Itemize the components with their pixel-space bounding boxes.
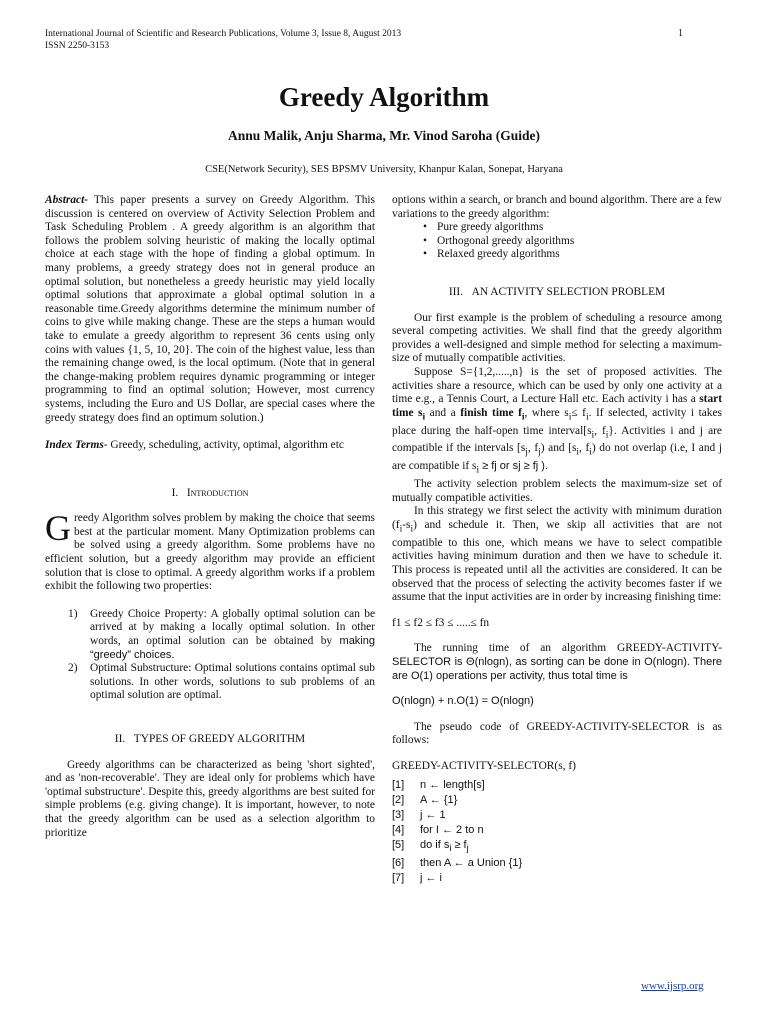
affiliation: CSE(Network Security), SES BPSMV University, Khanpur Kalan, Sonepat, Haryana bbox=[205, 164, 563, 175]
left-column bbox=[45, 194, 375, 840]
section-2-heading bbox=[45, 733, 375, 747]
finish-time-sequence: f1 ≤ f2 ≤ f3 ≤ .....≤ fn bbox=[392, 616, 490, 629]
section-3-para-2: Suppose S={1,2,.....,n} is the set of proposed activities. The activities share a resource, which can be used by only one activity at a time e.g., a Tennis Court, a Lecture Hall etc. Each activity i has a start time $s_i$ and a finish time $f_i$, where $s_i\le f_i$. If selected, activity i takes place during the half-open time $interval[s_i$, $f_i$}. Activities i and j are compatible if the intervals [$s_j$, $f_j$) and [$s_i$, $f_i$) do not overlap (i.e, I and j are compatible if $s_i$ ≥ fj or sj ≥ fj ). bbox=[392, 365, 722, 476]
section-1-intro bbox=[45, 508, 375, 594]
variation-list bbox=[392, 221, 722, 262]
item-number: 2) bbox=[68, 662, 78, 675]
journal-url-link[interactable]: www.ijsrp.org bbox=[641, 980, 704, 992]
list-item bbox=[45, 662, 375, 703]
code-line: [1] n ← length[s] bbox=[392, 778, 485, 791]
section-2-number: II. bbox=[114, 733, 126, 745]
list-item: • Relaxed greedy algorithms bbox=[437, 248, 722, 262]
property-list bbox=[45, 608, 375, 703]
issn: ISSN 2250-3153 bbox=[45, 41, 110, 51]
index-terms-label: Index Terms bbox=[45, 439, 104, 452]
paper-title: Greedy Algorithm bbox=[278, 82, 490, 112]
section-2-text: Greedy algorithms can be characterized as being 'short sighted', and as 'non-recoverable'. They are ideal only for problems which have 'optimal substructure'. Despite this, greedy algorithms are best suited for simple problems (e.g. giving change). It is important, however, to note that the greedy algorithm can be used as a selection algorithm to prioritize bbox=[45, 758, 375, 839]
index-terms bbox=[45, 439, 375, 453]
section-3-para-6: The pseudo code of GREEDY-ACTIVITY-SELECTOR is as follows: bbox=[392, 720, 722, 747]
abstract-text: This paper presents a survey on Greedy Algorithm. This discussion is centered on overview of Activity Selection Problem and Task Scheduling Problem . A greedy algorithm is an algorithm that follows the problem solving heuristic of making the locally optimal choice at each stage with the hope of finding a global optimum. In many problems, a greedy strategy does not in general produce an optimal solution, but nonetheless a greedy heuristic may yield locally optimal solutions that approximate a global optimal solution in a reasonable time.Greedy algorithms determine the minimum number of coins to give while making change. These are the steps a human would take to emulate a greedy algorithm to represent 36 cents using only coins with values {1, 5, 10, 20}. The coin of the highest value, less than the remaining change owed, is the local optimum. (Note that in general the change-making problem requires dynamic programming or integer programming to find an optimal solution; However, most currency systems, including the Euro and US Dollar, are special cases where the greedy strategy does find an optimum solution.) bbox=[45, 194, 375, 424]
item-text: Optimal Substructure: Optimal solutions contains optimal sub solutions. In other words, solutions to sub problems of an optimal solution are optimal. bbox=[90, 662, 375, 702]
abstract-label: Abstract- bbox=[45, 194, 89, 206]
section-1-heading bbox=[45, 487, 375, 501]
section-3-number: III. bbox=[448, 285, 464, 298]
index-terms-text: - Greedy, scheduling, activity, optimal, algorithm etc bbox=[103, 439, 344, 452]
drop-cap: G bbox=[45, 508, 71, 549]
item-number: 1) bbox=[68, 607, 78, 620]
section-3-para-1: Our first example is the problem of scheduling a resource among several competing activities. We shall find that the greedy algorithm provides a well-designed and simple method for selecting a maximum-size of mutually compatible activities. bbox=[392, 311, 722, 365]
abstract bbox=[45, 194, 375, 425]
section-3-para-4: In this strategy we first select the activity with minimum duration $(f_i-s_i)$ and schedule it. Then, we skip all activities that are not compatible to this one, which means we have to select compatible activities having minimum duration and then we have to schedule it. This process is repeated until all the activities are considered. It can be observed that the process of selecting the activity becomes faster if we assume that the input activities are in order by increasing finishing time: bbox=[392, 505, 722, 604]
section-3-para-3: The activity selection problem selects the maximum-size set of mutually compatible activities. bbox=[392, 478, 722, 504]
journal-name: International Journal of Scientific and Research Publications, Volume 3, Issue 8, August 2013 bbox=[45, 29, 402, 39]
code-line: [6] then A ← a Union {1} bbox=[392, 856, 523, 869]
code-line: [3] j ← 1 bbox=[392, 808, 446, 821]
authors: Annu Malik, Anju Sharma, Mr. Vinod Saroha (Guide) bbox=[227, 128, 541, 143]
code-line: [7] j ← i bbox=[392, 871, 442, 884]
pseudocode bbox=[392, 778, 722, 886]
right-column bbox=[392, 194, 722, 886]
item-text: Greedy Choice Property: A globally optimal solution can be arrived at by making a locally optimal solution. In other words, an optimal solution can be obtained by bbox=[90, 607, 375, 648]
section-2-title: TYPES OF GREEDY ALGORITHM bbox=[133, 733, 306, 745]
section-3-para-5: The running time of an algorithm GREEDY-ACTIVITY- SELECTOR is Θ(nlogn), as sorting can be done in O(nlogn). There are O(1) operations per activity, thus total time is bbox=[392, 642, 722, 682]
code-line: [4] for I ← 2 to n bbox=[392, 823, 484, 836]
code-line: [2] A ← {1} bbox=[392, 793, 458, 806]
section-1-title: Introduction bbox=[186, 486, 249, 499]
section-2-continued: options within a search, or branch and bound algorithm. There are a few variations to the greedy algorithm: bbox=[392, 194, 722, 220]
list-item bbox=[45, 608, 375, 662]
code-line: [5] do if $s_i \ge f_j$ bbox=[392, 838, 469, 853]
section-1-text: reedy Algorithm solves problem by making the choice that seems best at the particular moment. Many Optimization problems can be solved using a greedy algorithm. Some problems have no efficient solution, but a greedy algorithm may provide an efficient solution that is close to optimal. A greedy algorithm works if a problem exhibit the following two properties: bbox=[45, 512, 375, 593]
section-3-title: AN ACTIVITY SELECTION PROBLEM bbox=[471, 285, 666, 298]
list-item: • Orthogonal greedy algorithms bbox=[437, 235, 722, 249]
item-tail: making “greedy” choices. bbox=[90, 635, 375, 661]
section-1-number: I. bbox=[171, 486, 179, 499]
running-header bbox=[45, 28, 401, 52]
section-3-heading bbox=[392, 286, 722, 300]
list-item: • Pure greedy algorithms bbox=[437, 221, 722, 235]
pseudocode-title: GREEDY-ACTIVITY-SELECTOR(s, f) bbox=[392, 760, 576, 772]
complexity-equation: O(nlogn) + n.O(1) = O(nlogn) bbox=[392, 695, 534, 708]
page-number: 1 bbox=[678, 28, 683, 39]
